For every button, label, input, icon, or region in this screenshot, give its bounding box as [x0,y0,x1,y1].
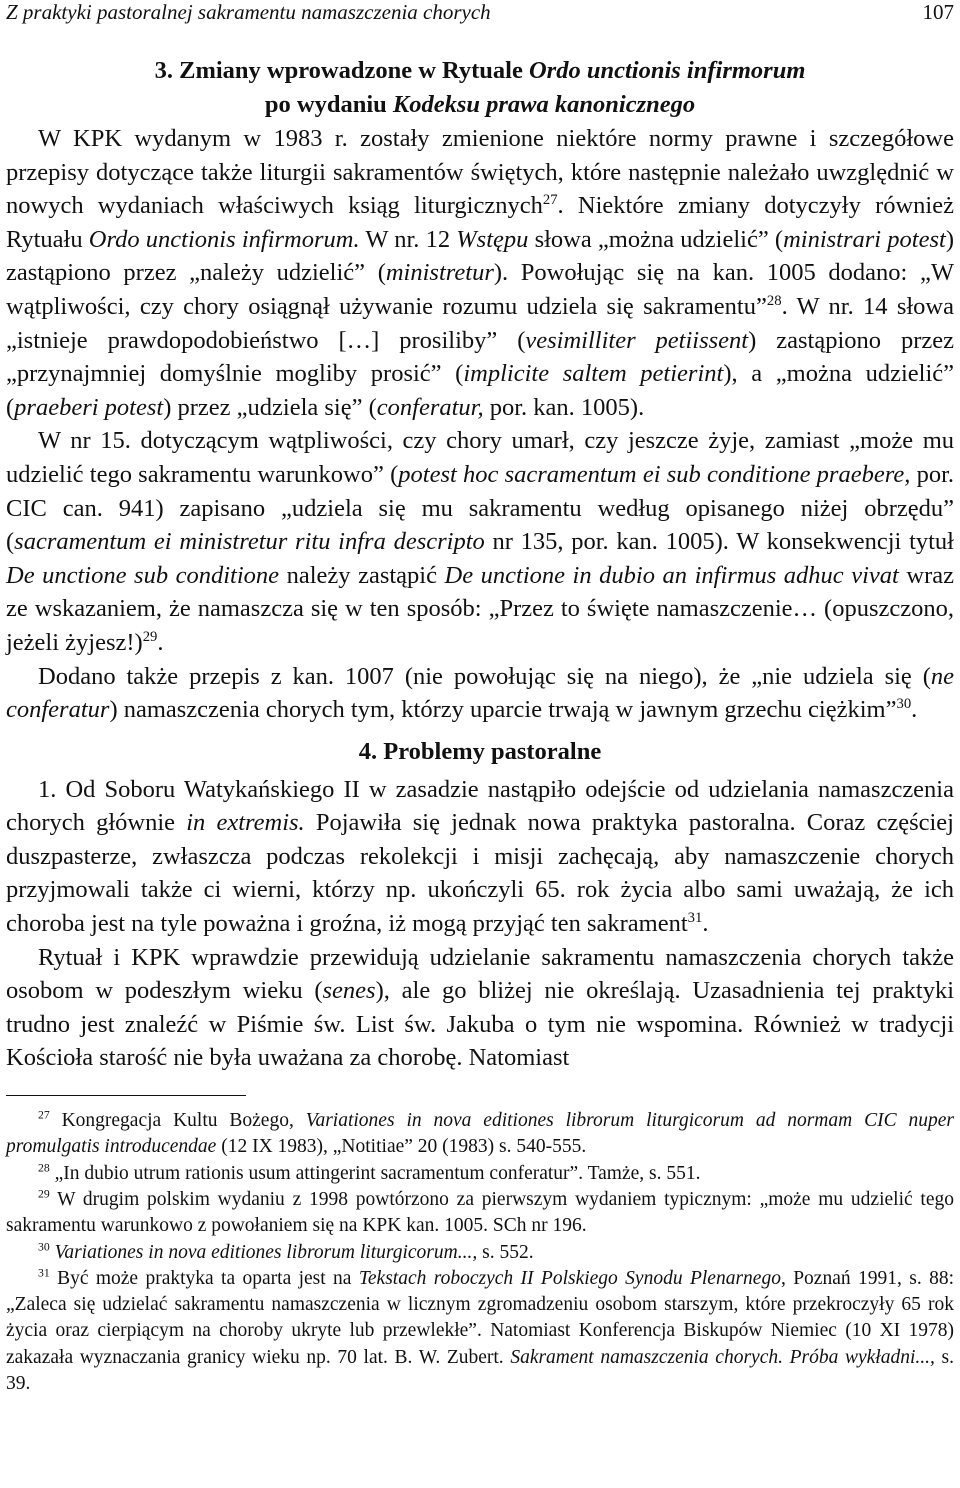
footnote-29: $^{29}$ W drugim polskim wydaniu z 1998 powtórzono za pierwszym wydaniem typicznym: „może mu udzielić tego sakramentu warunkowo z powołaniem się na KPK kan. 1005. SCh nr 196. [6,1187,954,1237]
footnote-ref-30: 30 [896,695,912,712]
footnote-27: $^{27}$ Kongregacja Kultu Bożego, Variationes in nova editiones librorum liturgicorum ad normam CIC nuper promulgatis introducendae (12 IX 1983), „Notitiae” 20 (1983) s. 540-555. [6,1108,954,1158]
body-text [6,122,954,1075]
paragraph-kpk-changes: W KPK wydanym w 1983 r. zostały zmienione niektóre normy prawne i szczegółowe przepisy dotyczące także liturgii sakramentów świętych, które następnie należało uwzględnić w nowych wydaniach właściwych ksiąg liturgicznych$^{27}$. Niektóre zmiany dotyczyły również Rytuału Ordo unctionis infirmorum. W nr. 12 Wstępu słowa „można udzielić” (ministrari potest) zastąpiono przez „należy udzielić” (ministretur). Powołując się na kan. 1005 dodano: „W wątpliwości, czy chory osiągnął używanie rozumu udziela się sakramentu”$^{28}$. W nr. 14 słowa „istnieje prawdopodobieństwo […] prosiliby” (vesimilliter petiissent) zastąpiono przez „przynajmniej domyślnie mogliby prosić” (implicite saltem petierint), a „można udzielić” (praeberi potest) przez „udziela się” (conferatur, por. kan. 1005). [6,125,955,421]
section-3-heading: 3. Zmiany wprowadzone w Rytuale Ordo unctionis infirmorum po wydaniu Kodeksu prawa kanonicznego [154,57,806,118]
paragraph-nr-15: W nr 15. dotyczącym wątpliwości, czy chory umarł, czy jeszcze żyje, zamiast „może mu udzielić tego sakramentu warunkowo” (potest hoc sacramentum ei sub conditione praebere, por. CIC can. 941) zapisano „udziela się mu sakramentu według opisanego niżej obrzędu” (sacramentum ei ministretur ritu infra descripto nr 135, por. kan. 1005). W konsekwencji tytuł De unctione sub conditione należy zastąpić De unctione in dubio an infirmus adhuc vivat wraz ze wskazaniem, że namaszcza się w ten sposób: „Przez to święte namaszczenie… (opuszczono, jeżeli żyjesz!)$^{29}$. [6,427,955,656]
footnote-31: $^{31}$ Być może praktyka ta oparta jest na Tekstach roboczych II Polskiego Synodu Plenarnego, Poznań 1991, s. 88: „Zaleca się udzielać sakramentu namaszczenia w licznym zgromadzeniu osobom starszym, które przekroczyły 65 rok życia oraz cierpiącym na choroby ukryte lub przewlekłe”. Natomiast Konferencja Biskupów Niemiec (10 XI 1978) zakazała wyznaczania granicy wieku np. 70 lat. B. W. Zubert. Sakrament namaszczenia chorych. Próba wykładni..., s. 39. [6,1266,954,1394]
running-title: Z praktyki pastoralnej sakramentu namaszczenia chorych [6,0,491,24]
footnote-28: $^{28}$ „In dubio utrum rationis usum attingerint sacramentum conferatur”. Tamże, s. 551. [38,1161,701,1184]
page-header [6,0,954,32]
footnote-30: $^{30}$ Variationes in nova editiones librorum liturgicorum..., s. 552. [38,1240,534,1263]
footnote-ref-31: 31 [687,909,703,926]
paragraph-pastoral-1: 1. Od Soboru Watykańskiego II w zasadzie nastąpiło odejście od udzielania namaszczenia chorych głównie in extremis. Pojawiła się jednak nowa praktyka pastoralna. Coraz częściej duszpasterze, zwłaszcza podczas rekolekcji i misji zachęcają, aby namaszczenie chorych przyjmowali także ci wierni, którzy np. ukończyli 65. rok życia albo sami uważają, że ich choroba jest na tyle poważna i groźna, iż mogą przyjąć ten sakrament$^{31}$. [6,775,954,938]
footnote-ref-27: 27 [542,192,558,209]
paragraph-kan-1007: Dodano także przepis z kan. 1007 (nie powołując się na niego), że „nie udziela się (ne conferatur) namaszczenia chorych tym, którzy uparcie trwają w jawnym grzechu ciężkim”$^{30}$. [6,662,954,724]
footnotes [6,1108,954,1397]
footnote-ref-29: 29 [142,628,158,645]
section-4-heading: 4. Problemy pastoralne [358,737,602,765]
paragraph-pastoral-2: Rytuał i KPK wprawdzie przewidują udzielanie sakramentu namaszczenia chorych także osobom w podeszłym wieku (senes), ale go bliżej nie określają. Uzasadnienia tej praktyki trudno jest znaleźć w Piśmie św. List św. Jakuba o tym nie wspomina. Również w tradycji Kościoła starość nie była uważana za chorobę. Natomiast [6,943,955,1072]
footnote-divider [6,1095,246,1096]
page-number: 107 [922,0,954,24]
footnote-ref-28: 28 [766,292,782,309]
